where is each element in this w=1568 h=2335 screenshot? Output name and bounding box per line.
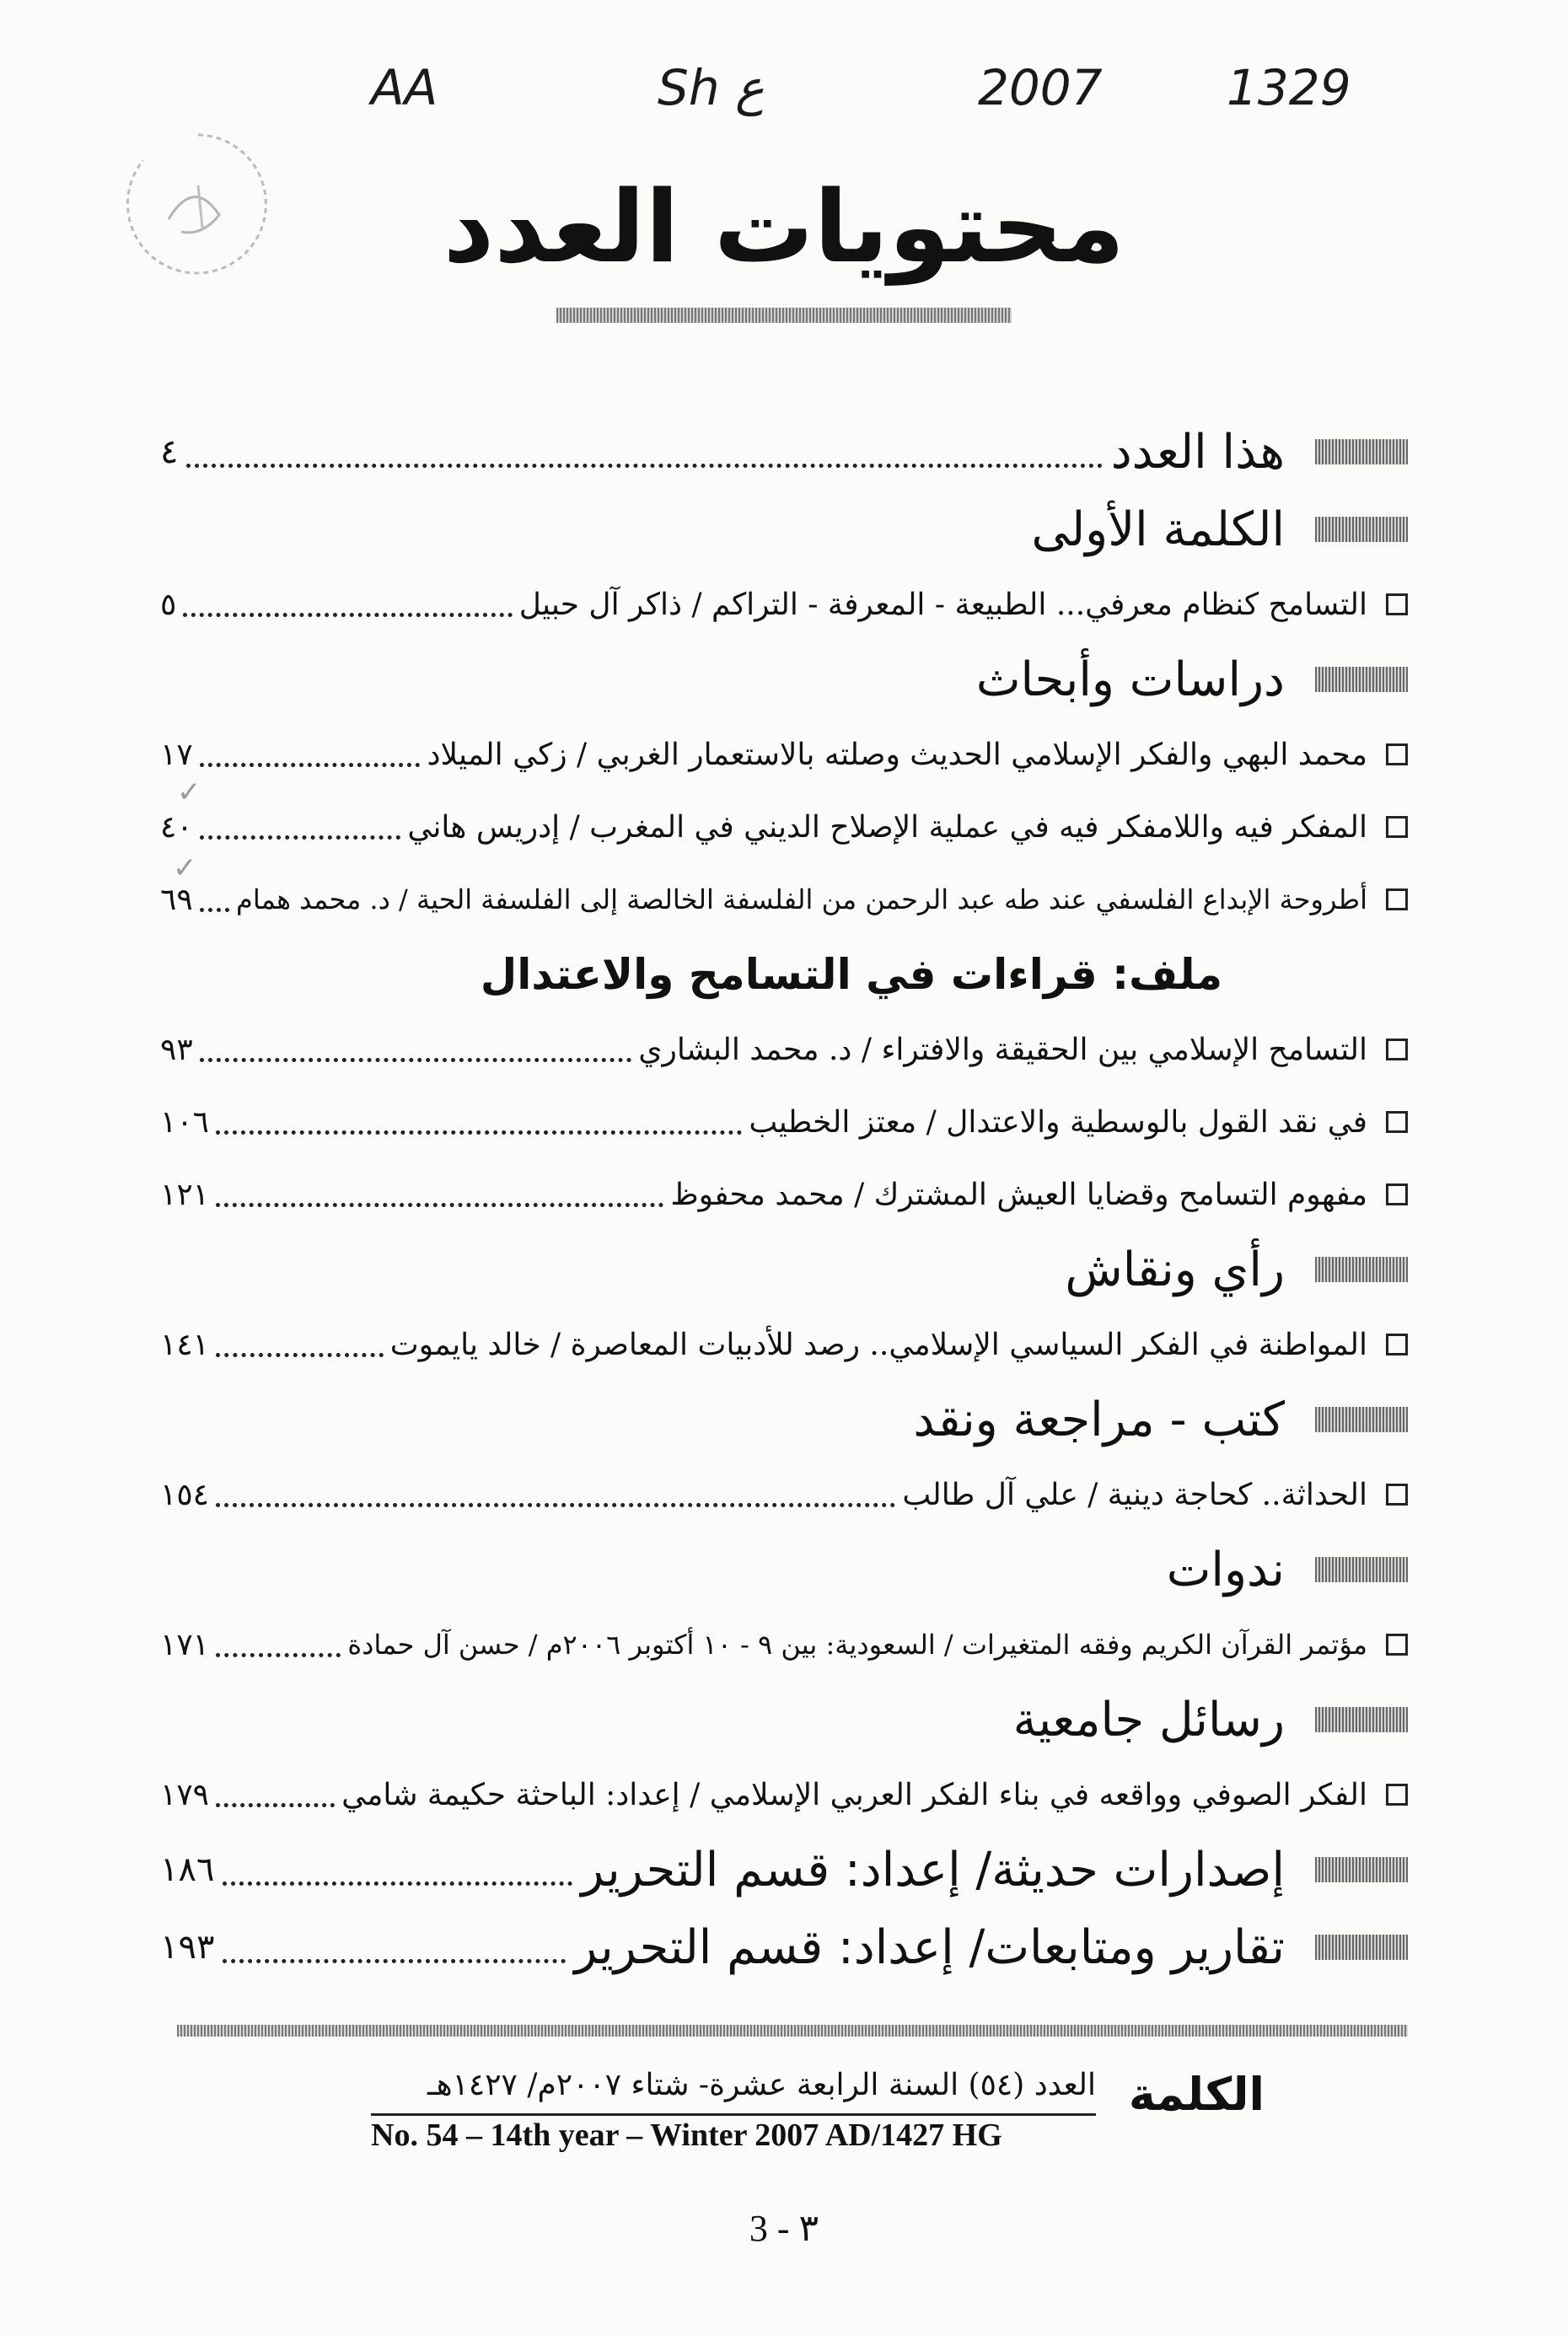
- checkbox-bullet-icon: [1386, 1784, 1408, 1806]
- handwritten-note: 2007: [978, 59, 1103, 116]
- page-number-ref: ٤٠: [160, 809, 193, 845]
- page-title: محتويات العدد: [443, 169, 1125, 285]
- page-number-ref: ١٧٩: [160, 1777, 210, 1812]
- toc-entry[interactable]: [160, 1608, 1408, 1681]
- margin-tick-icon: ✓: [177, 776, 201, 809]
- dot-leader: [216, 1203, 663, 1207]
- page-number-ref: ١٢١: [160, 1177, 210, 1212]
- dot-leader: [216, 1353, 384, 1357]
- toc-entry[interactable]: [160, 1758, 1408, 1831]
- toc-section-theses: [160, 1681, 1408, 1758]
- dot-leader: [216, 1130, 742, 1135]
- issue-info-english: No. 54 – 14th year – Winter 2007 AD/1427 HG: [371, 2118, 1002, 2153]
- section-marker-icon: [1315, 1935, 1408, 1960]
- dot-leader: [183, 613, 512, 617]
- checkbox-bullet-icon: [1386, 743, 1408, 765]
- page-number-ref: ١٧: [160, 737, 193, 772]
- toc-entry[interactable]: [160, 718, 1408, 791]
- toc-entry[interactable]: [160, 1308, 1408, 1381]
- checkbox-bullet-icon: [1386, 1111, 1408, 1133]
- section-marker-icon: [1315, 1557, 1408, 1582]
- entry-title: الحداثة.. كحاجة دينية / علي آل طالب: [902, 1477, 1367, 1512]
- dot-leader: [200, 763, 421, 767]
- title-divider: [556, 308, 1012, 323]
- checkbox-bullet-icon: [1386, 1334, 1408, 1355]
- issue-info-arabic: العدد (٥٤) السنة الرابعة عشرة- شتاء ٢٠٠٧م/ ١٤٢٧هـ: [427, 2068, 1096, 2102]
- handwritten-note: 1329: [1227, 59, 1351, 116]
- entry-title: في نقد القول بالوسطية والاعتدال / معتز الخطيب: [749, 1104, 1367, 1140]
- page-number-ref: ٤: [160, 432, 179, 471]
- page-number-ref: ٥: [160, 587, 177, 622]
- dot-leader: [216, 1653, 341, 1657]
- section-marker-icon: [1315, 667, 1408, 692]
- issue-footer: [371, 2061, 1265, 2171]
- page-number-ref: ١٨٦: [160, 1850, 215, 1889]
- section-label: كتب - مراجعة ونقد: [913, 1392, 1285, 1447]
- entry-title: محمد البهي والفكر الإسلامي الحديث وصلته بالاستعمار الغربي / زكي الميلاد: [427, 737, 1367, 772]
- handwritten-note: AA: [371, 59, 438, 116]
- dot-leader: [216, 1503, 895, 1507]
- section-marker-icon: [1315, 517, 1408, 542]
- checkbox-bullet-icon: [1386, 1484, 1408, 1506]
- table-of-contents: [160, 413, 1408, 1986]
- toc-entry[interactable]: [160, 791, 1408, 863]
- section-label: هذا العدد: [1110, 424, 1285, 480]
- page-number-ref: ١٥٤: [160, 1477, 210, 1512]
- page-number: 3 - ٣: [749, 2208, 819, 2249]
- checkbox-bullet-icon: [1386, 888, 1408, 910]
- toc-section-opinion: [160, 1231, 1408, 1308]
- handwritten-note: Sh ع: [658, 59, 765, 116]
- toc-entry[interactable]: [160, 1086, 1408, 1158]
- entry-title: المواطنة في الفكر السياسي الإسلامي.. رصد للأدبيات المعاصرة / خالد يايموت: [389, 1327, 1367, 1362]
- section-label: دراسات وأبحاث: [975, 652, 1285, 707]
- checkbox-bullet-icon: [1386, 1039, 1408, 1060]
- toc-section-studies: [160, 641, 1408, 718]
- section-label: إصدارات حديثة/ إعداد: قسم التحرير: [581, 1842, 1285, 1898]
- section-label: الكلمة الأولى: [1031, 502, 1285, 557]
- section-marker-icon: [1315, 1407, 1408, 1432]
- margin-tick-icon: ✓: [173, 851, 197, 885]
- toc-section-publications[interactable]: [160, 1831, 1408, 1908]
- toc-section-books: [160, 1381, 1408, 1458]
- entry-title: مؤتمر القرآن الكريم وفقه المتغيرات / السعودية: بين ٩ - ١٠ أكتوبر ٢٠٠٦م / حسن آل حمادة: [347, 1629, 1367, 1661]
- toc-section-first-word: [160, 491, 1408, 568]
- checkbox-bullet-icon: [1386, 593, 1408, 615]
- entry-title: المفكر فيه واللامفكر فيه في عملية الإصلاح الديني في المغرب / إدريس هاني: [407, 809, 1367, 845]
- section-label: رأي ونقاش: [1065, 1242, 1285, 1297]
- section-marker-icon: [1315, 439, 1408, 464]
- page-number-ref: ٩٣: [160, 1032, 193, 1067]
- checkbox-bullet-icon: [1386, 816, 1408, 838]
- footer-divider: [177, 2025, 1408, 2037]
- entry-title: الفكر الصوفي وواقعه في بناء الفكر العربي الإسلامي / إعداد: الباحثة حكيمة شامي: [341, 1777, 1367, 1812]
- section-marker-icon: [1315, 1857, 1408, 1882]
- page-number-ref: ١٧١: [160, 1627, 210, 1662]
- dot-leader: [200, 835, 401, 840]
- toc-section-seminars: [160, 1531, 1408, 1608]
- toc-entry[interactable]: [160, 1458, 1408, 1531]
- page-number-ref: ٦٩: [160, 882, 193, 917]
- file-heading: ملف: قراءات في التسامح والاعتدال: [480, 950, 1223, 999]
- section-marker-icon: [1315, 1257, 1408, 1282]
- entry-title: التسامح كنظام معرفي... الطبيعة - المعرفة - التراكم / ذاكر آل حبيل: [518, 587, 1367, 622]
- checkbox-bullet-icon: [1386, 1184, 1408, 1205]
- page-number-ref: ١٤١: [160, 1327, 210, 1362]
- entry-title: أطروحة الإبداع الفلسفي عند طه عبد الرحمن من الفلسفة الخالصة إلى الفلسفة الحية / د. محمد همام: [236, 883, 1367, 915]
- toc-entry[interactable]: [160, 1013, 1408, 1086]
- entry-title: مفهوم التسامح وقضايا العيش المشترك / محمد محفوظ: [670, 1177, 1367, 1212]
- page-number-ref: ١٠٦: [160, 1104, 210, 1140]
- toc-entry[interactable]: [160, 863, 1408, 936]
- dot-leader: [223, 1959, 566, 1963]
- dot-leader: [223, 1881, 572, 1886]
- page-number-ref: ١٩٣: [160, 1928, 215, 1967]
- entry-title: التسامح الإسلامي بين الحقيقة والافتراء / د. محمد البشاري: [638, 1032, 1367, 1067]
- toc-section-reports[interactable]: [160, 1908, 1408, 1986]
- section-label: تقارير ومتابعات/ إعداد: قسم التحرير: [574, 1919, 1285, 1975]
- dot-leader: [216, 1803, 335, 1807]
- dot-leader: [200, 908, 229, 912]
- dot-leader: [186, 464, 1102, 468]
- footer-rule: [371, 2113, 1096, 2116]
- magazine-logo: الكلمة: [1128, 2068, 1265, 2121]
- section-label: ندوات: [1166, 1542, 1285, 1597]
- section-label: رسائل جامعية: [1012, 1692, 1285, 1747]
- dot-leader: [200, 1058, 632, 1062]
- toc-entry[interactable]: [160, 1158, 1408, 1231]
- section-marker-icon: [1315, 1707, 1408, 1732]
- toc-entry[interactable]: [160, 568, 1408, 641]
- checkbox-bullet-icon: [1386, 1634, 1408, 1656]
- toc-section-this-issue[interactable]: [160, 413, 1408, 491]
